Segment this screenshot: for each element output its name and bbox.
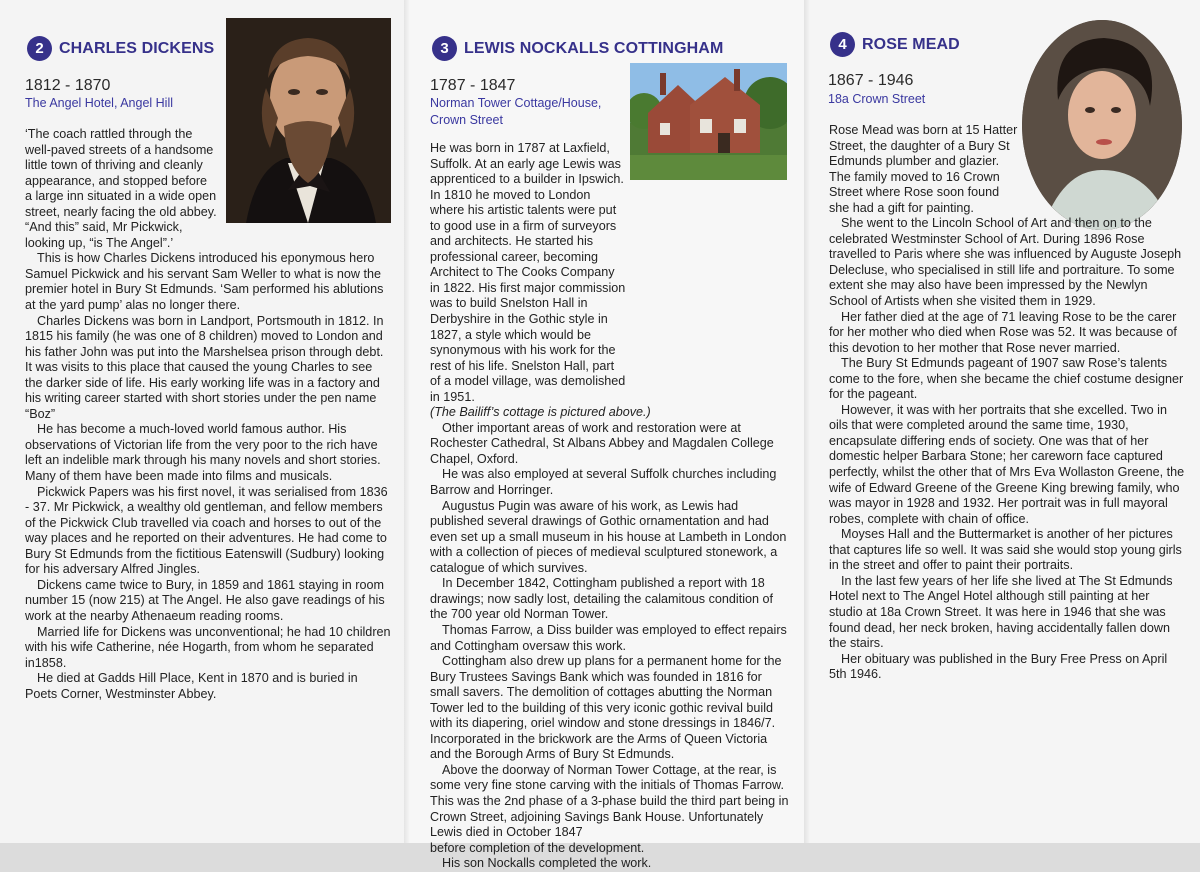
article-body bbox=[25, 127, 391, 702]
life-years: 1787 - 1847 bbox=[430, 77, 516, 94]
article-paragraph: Augustus Pugin was aware of his work, as Lewis had published several drawings of Gothic ornamentation and had even set up a small museum in his house at Lambeth in London with a collection of pieces of medieval sculptured stonework, a catalogue of which survives. bbox=[430, 498, 787, 575]
section-title: LEWIS NOCKALLS COTTINGHAM bbox=[464, 39, 724, 57]
section-title: ROSE MEAD bbox=[862, 35, 960, 53]
location-line: Crown Street bbox=[430, 113, 503, 127]
section-header bbox=[432, 36, 723, 61]
article-body bbox=[829, 123, 1185, 683]
fold-shadow bbox=[404, 0, 410, 843]
article-paragraph: Pickwick Papers was his first novel, it was serialised from 1836 - 37. Mr Pickwick, a wealthy old gentleman, and fellow members of the Pickwick Club travelled via coach and horses to out of the way places and he reported on their adventures. He had come to Bury St Edmunds from the fictitious Eatenswill (Sudbury) looking for his adversary Alfred Jingles. bbox=[25, 484, 388, 577]
article-paragraph: Her obituary was published in the Bury Free Press on April 5th 1946. bbox=[829, 651, 1168, 682]
article-paragraph: However, it was with her portraits that she excelled. Two in oils that were completed around the same time, 1930, bbox=[829, 402, 1167, 433]
article-paragraph: In December 1842, Cottingham published a report with 18 drawings; now sadly lost, detailing the calamitous condition of the 700 year old Norman Tower. bbox=[430, 576, 774, 622]
life-years: 1867 - 1946 bbox=[828, 72, 914, 89]
section-number-badge: 3 bbox=[432, 36, 457, 61]
article-paragraph: Cottingham also drew up plans for a permanent home for the Bury Trustees Savings Bank which was founded in 1816 for small savers. The demolition of cottages abutting the Norman Tower led to the building of this very iconic gothic revival build with its diapering, oriel window and stone dressings in 1846/7. Incorporated in the brickwork are the Arms of Queen Victoria and the Borough Arms of Bury St Edmunds. bbox=[430, 654, 782, 762]
article-paragraph: He died at Gadds Hill Place, Kent in 1870 and is buried in Poets Corner, Westminster Abbey. bbox=[25, 671, 358, 701]
article-paragraph: In the last few years of her life she lived at The St Edmunds Hotel next to The Angel Hotel although still painting at her studio at 18a Crown Street. It was here in 1946 that she was found dead, her neck broken, having accidentally fallen down the stairs. bbox=[829, 573, 1173, 651]
panel-charles-dickens bbox=[0, 0, 404, 843]
article-paragraph: This is how Charles Dickens introduced his eponymous hero Samuel Pickwick and his servant Sam Weller to what is now the premier hotel in Bury St Edmunds. ‘Sam performed his ablutions at the yard pump’ alas no longer there. bbox=[25, 251, 384, 313]
article-paragraph: Rose Mead was born at 15 Hatter Street, the daughter of a Bury St Edmunds plumber and glazier. The family moved to 16 Crown Street where Rose soon found she had a gift for painting. bbox=[829, 123, 1018, 215]
article-paragraph: ‘The coach rattled through the well-paved streets of a handsome little town of thriving and cleanly appearance, and stopped before a large inn situated in a wide open street, nearly facing the old abbey. “And this” said, Mr Pickwick, looking up, “is The Angel”.’ bbox=[25, 127, 217, 250]
article-paragraph: Above the doorway of Norman Tower Cottage, at the rear, is some very fine stone carving with the initials of Thomas Farrow. This was the 2nd phase of a 3-phase build the third part being in Crown Street, adjoining Savings Bank House. Unfortunately Lewis died in October 1847 bbox=[430, 762, 789, 840]
article-paragraph: The Bury St Edmunds pageant of 1907 saw Rose’s talents come to the fore, when she became the chief costume designer for the pageant. bbox=[829, 356, 1184, 402]
section-number-badge: 4 bbox=[830, 32, 855, 57]
article-paragraph: His son Nockalls completed the work. bbox=[442, 856, 652, 871]
article-paragraph: before completion of the development. bbox=[430, 840, 645, 855]
article-paragraph: Moyses Hall and the Buttermarket is another of her pictures that captures life so well. It was said she would stop young girls in the street and offer to paint their portraits. bbox=[829, 527, 1182, 573]
article-paragraph: He was also employed at several Suffolk churches including Barrow and Horringer. bbox=[430, 467, 777, 498]
article-paragraph: He has become a much-loved world famous author. His observations of Victorian life from the very poor to the rich have left an indelible mark through his many novels and short stories. Many of them have been made into films and musicals. bbox=[25, 422, 381, 484]
location-line: Norman Tower Cottage/House, bbox=[430, 96, 602, 110]
section-number-badge: 2 bbox=[27, 36, 52, 61]
article-paragraph: Married life for Dickens was unconventional; he had 10 children with his wife Catherine, née Hogarth, from whom he separated in1858. bbox=[25, 624, 391, 670]
article-paragraph: encapsulate differing ends of society. One was that of her domestic helper Barbara Stone; her careworn face captured perfectly, whilst the other that of Mrs Eva Wollaston Greene, the wife of Edward Greene of the Greene King brewing family, who was mayor in 1928 and 1932. Her portrait was in full mayoral robes, complete with chain of office. bbox=[829, 433, 1185, 526]
location-text bbox=[430, 95, 601, 129]
article-paragraph: Charles Dickens was born in Landport, Portsmouth in 1812. In 1815 his family (he was one of 8 children) moved to London and his father John was put into the Marshelsea prison through debt. It was visits to this place that caused the young Charles to see the darker side of life. His early working life was in a factory and his writing career started with short stories under the pen name “Boz” bbox=[25, 313, 384, 421]
article-paragraph: Other important areas of work and restoration were at Rochester Cathedral, St Albans Abbey and Magdalen College Chapel, Oxford. bbox=[430, 420, 774, 466]
section-header bbox=[27, 36, 214, 61]
location-text: 18a Crown Street bbox=[828, 92, 926, 106]
fold-shadow bbox=[804, 0, 810, 843]
article-paragraph: Her father died at the age of 71 leaving Rose to be the carer for her mother who died when Rose was 52. It was because of this devotion to her mother that Rose never married. bbox=[829, 309, 1177, 355]
article-caption: (The Bailiff’s cottage is pictured above.) bbox=[430, 405, 651, 420]
article-paragraph: He was born in 1787 at Laxfield, Suffolk. At an early age Lewis was apprenticed to a builder in Ipswich. In 1810 he moved to London where his artistic talents were put to good use in a firm of surveyors and architects. He started his professional career, becoming Architect to The Cooks Company in 1822. His first major commission was to build Snelston Hall in Derbyshire in the Gothic style in 1827, a style which would be synonymous with his work for the rest of his life. Snelston Hall, part of a model village, was demolished in 1951. bbox=[430, 141, 626, 404]
article-paragraph: Thomas Farrow, a Diss builder was employed to effect repairs and Cottingham oversaw this work. bbox=[430, 622, 787, 653]
section-title: CHARLES DICKENS bbox=[59, 39, 215, 57]
article-body bbox=[430, 141, 790, 872]
section-header bbox=[830, 32, 960, 57]
article-paragraph: She went to the Lincoln School of Art and then on to the celebrated Westminster School of Art. During 1896 Rose travelled to Paris where she was influenced by Auguste Joseph Delecluse, who specialised in still life and portraiture. To some extent she may also have been impressed by the Newlyn School of Artists when she visited them in 1929. bbox=[829, 216, 1182, 309]
location-text: The Angel Hotel, Angel Hill bbox=[25, 96, 174, 110]
life-years: 1812 - 1870 bbox=[25, 77, 111, 94]
article-paragraph: Dickens came twice to Bury, in 1859 and 1861 staying in room number 15 (now 215) at The Angel. He also gave readings of his work at the nearby Athenaeum reading rooms. bbox=[25, 577, 385, 623]
